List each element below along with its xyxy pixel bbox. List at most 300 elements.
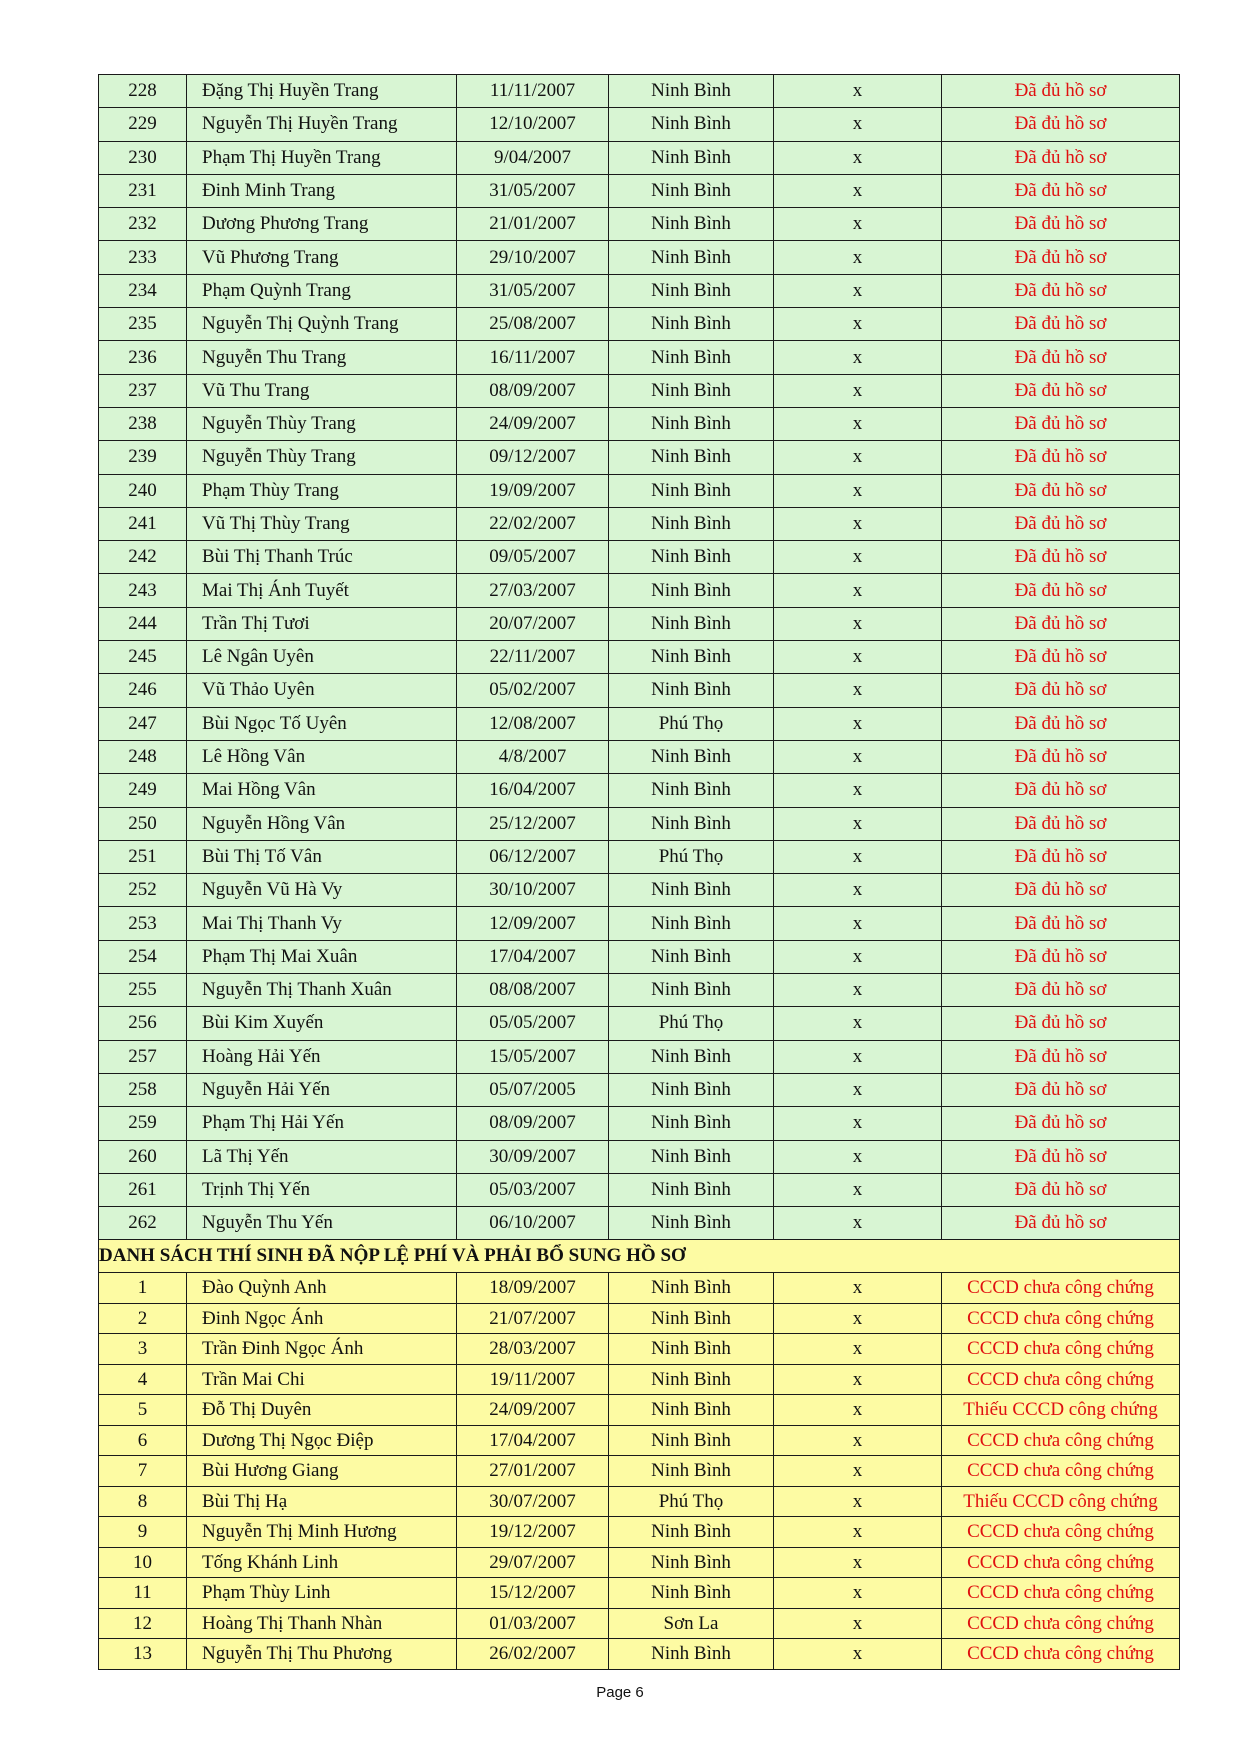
date-of-birth: 22/11/2007 [457, 641, 609, 674]
fee-paid-mark: x [774, 474, 942, 507]
status-note: Đã đủ hồ sơ [942, 1173, 1180, 1206]
row-number: 249 [99, 774, 187, 807]
fee-paid-mark: x [774, 174, 942, 207]
fee-paid-mark: x [774, 740, 942, 773]
date-of-birth: 15/05/2007 [457, 1040, 609, 1073]
date-of-birth: 05/02/2007 [457, 674, 609, 707]
fee-paid-mark: x [774, 541, 942, 574]
candidate-name: Nguyễn Thị Thanh Xuân [187, 974, 457, 1007]
candidate-name: Bùi Hương Giang [187, 1456, 457, 1487]
table-row [99, 641, 1180, 674]
row-number: 12 [99, 1608, 187, 1639]
candidate-name: Tống Khánh Linh [187, 1547, 457, 1578]
candidate-name: Phạm Thị Huyền Trang [187, 141, 457, 174]
status-note: Đã đủ hồ sơ [942, 740, 1180, 773]
fee-paid-mark: x [774, 1040, 942, 1073]
table-row [99, 407, 1180, 440]
fee-paid-mark: x [774, 1364, 942, 1395]
row-number: 257 [99, 1040, 187, 1073]
date-of-birth: 12/10/2007 [457, 108, 609, 141]
candidate-name: Đào Quỳnh Anh [187, 1273, 457, 1304]
province: Phú Thọ [609, 1486, 774, 1517]
row-number: 258 [99, 1073, 187, 1106]
candidate-name: Đinh Minh Trang [187, 174, 457, 207]
fee-paid-mark: x [774, 241, 942, 274]
table-row [99, 1140, 1180, 1173]
row-number: 255 [99, 974, 187, 1007]
fee-paid-mark: x [774, 374, 942, 407]
row-number: 234 [99, 274, 187, 307]
province: Ninh Bình [609, 1639, 774, 1670]
province: Phú Thọ [609, 840, 774, 873]
page-number: Page 6 [596, 1684, 644, 1701]
date-of-birth: 06/12/2007 [457, 840, 609, 873]
date-of-birth: 11/11/2007 [457, 75, 609, 108]
status-note: Đã đủ hồ sơ [942, 174, 1180, 207]
province: Ninh Bình [609, 1107, 774, 1140]
candidate-name: Đỗ Thị Duyên [187, 1395, 457, 1426]
candidate-name: Vũ Thu Trang [187, 374, 457, 407]
table-row [99, 1395, 1180, 1426]
province: Ninh Bình [609, 1040, 774, 1073]
status-note: Đã đủ hồ sơ [942, 407, 1180, 440]
candidate-name: Nguyễn Thùy Trang [187, 441, 457, 474]
candidate-name: Bùi Thị Hạ [187, 1486, 457, 1517]
candidate-name: Dương Phương Trang [187, 208, 457, 241]
table-row [99, 740, 1180, 773]
date-of-birth: 4/8/2007 [457, 740, 609, 773]
date-of-birth: 30/09/2007 [457, 1140, 609, 1173]
row-number: 3 [99, 1334, 187, 1365]
candidate-name: Bùi Thị Thanh Trúc [187, 541, 457, 574]
table-row [99, 75, 1180, 108]
row-number: 11 [99, 1578, 187, 1609]
table-row [99, 1456, 1180, 1487]
status-note: Đã đủ hồ sơ [942, 75, 1180, 108]
status-note: Đã đủ hồ sơ [942, 940, 1180, 973]
fee-paid-mark: x [774, 1425, 942, 1456]
date-of-birth: 08/09/2007 [457, 374, 609, 407]
date-of-birth: 22/02/2007 [457, 507, 609, 540]
date-of-birth: 25/08/2007 [457, 308, 609, 341]
fee-paid-mark: x [774, 208, 942, 241]
status-note: CCCD chưa công chứng [942, 1578, 1180, 1609]
row-number: 254 [99, 940, 187, 973]
status-note: Đã đủ hồ sơ [942, 507, 1180, 540]
status-note: Đã đủ hồ sơ [942, 707, 1180, 740]
fee-paid-mark: x [774, 274, 942, 307]
province: Ninh Bình [609, 1425, 774, 1456]
candidate-name: Phạm Thùy Trang [187, 474, 457, 507]
table-row [99, 1303, 1180, 1334]
status-note: Đã đủ hồ sơ [942, 840, 1180, 873]
table-row [99, 1207, 1180, 1240]
province: Phú Thọ [609, 707, 774, 740]
fee-paid-mark: x [774, 574, 942, 607]
candidate-table [98, 74, 1180, 1670]
province: Ninh Bình [609, 75, 774, 108]
candidate-name: Bùi Kim Xuyến [187, 1007, 457, 1040]
row-number: 244 [99, 607, 187, 640]
status-note: Đã đủ hồ sơ [942, 607, 1180, 640]
fee-paid-mark: x [774, 1486, 942, 1517]
status-note: CCCD chưa công chứng [942, 1425, 1180, 1456]
candidate-name: Lê Ngân Uyên [187, 641, 457, 674]
status-note: Đã đủ hồ sơ [942, 874, 1180, 907]
table-row [99, 441, 1180, 474]
table-row [99, 707, 1180, 740]
province: Ninh Bình [609, 274, 774, 307]
date-of-birth: 29/07/2007 [457, 1547, 609, 1578]
row-number: 246 [99, 674, 187, 707]
province: Ninh Bình [609, 1517, 774, 1548]
section-supplement-records [99, 1240, 1180, 1670]
status-note: CCCD chưa công chứng [942, 1517, 1180, 1548]
table-row [99, 274, 1180, 307]
fee-paid-mark: x [774, 907, 942, 940]
date-of-birth: 24/09/2007 [457, 407, 609, 440]
candidate-name: Nguyễn Thùy Trang [187, 407, 457, 440]
row-number: 262 [99, 1207, 187, 1240]
status-note: Đã đủ hồ sơ [942, 374, 1180, 407]
status-note: CCCD chưa công chứng [942, 1364, 1180, 1395]
fee-paid-mark: x [774, 1173, 942, 1206]
candidate-name: Mai Thị Ánh Tuyết [187, 574, 457, 607]
candidate-name: Nguyễn Hải Yến [187, 1073, 457, 1106]
row-number: 260 [99, 1140, 187, 1173]
table-row [99, 940, 1180, 973]
row-number: 237 [99, 374, 187, 407]
fee-paid-mark: x [774, 441, 942, 474]
status-note: CCCD chưa công chứng [942, 1608, 1180, 1639]
date-of-birth: 05/07/2005 [457, 1073, 609, 1106]
province: Ninh Bình [609, 907, 774, 940]
date-of-birth: 21/07/2007 [457, 1303, 609, 1334]
candidate-name: Hoàng Hải Yến [187, 1040, 457, 1073]
date-of-birth: 19/12/2007 [457, 1517, 609, 1548]
row-number: 231 [99, 174, 187, 207]
province: Ninh Bình [609, 441, 774, 474]
table-row [99, 541, 1180, 574]
candidate-name: Phạm Thị Hải Yến [187, 1107, 457, 1140]
candidate-name: Vũ Phương Trang [187, 241, 457, 274]
table-row [99, 1073, 1180, 1106]
row-number: 241 [99, 507, 187, 540]
province: Ninh Bình [609, 1364, 774, 1395]
table-row [99, 1007, 1180, 1040]
row-number: 245 [99, 641, 187, 674]
row-number: 250 [99, 807, 187, 840]
candidate-name: Phạm Thị Mai Xuân [187, 940, 457, 973]
fee-paid-mark: x [774, 1303, 942, 1334]
status-note: Đã đủ hồ sơ [942, 1007, 1180, 1040]
date-of-birth: 28/03/2007 [457, 1334, 609, 1365]
row-number: 9 [99, 1517, 187, 1548]
date-of-birth: 21/01/2007 [457, 208, 609, 241]
table-row [99, 208, 1180, 241]
table-row [99, 1486, 1180, 1517]
status-note: Đã đủ hồ sơ [942, 241, 1180, 274]
row-number: 1 [99, 1273, 187, 1304]
fee-paid-mark: x [774, 341, 942, 374]
section-complete-records [99, 75, 1180, 1240]
date-of-birth: 16/11/2007 [457, 341, 609, 374]
status-note: CCCD chưa công chứng [942, 1547, 1180, 1578]
fee-paid-mark: x [774, 108, 942, 141]
date-of-birth: 09/05/2007 [457, 541, 609, 574]
candidate-name: Vũ Thảo Uyên [187, 674, 457, 707]
candidate-name: Lê Hồng Vân [187, 740, 457, 773]
status-note: Đã đủ hồ sơ [942, 474, 1180, 507]
row-number: 251 [99, 840, 187, 873]
row-number: 247 [99, 707, 187, 740]
candidate-name: Đinh Ngọc Ánh [187, 1303, 457, 1334]
fee-paid-mark: x [774, 1273, 942, 1304]
table-row [99, 1425, 1180, 1456]
table-row [99, 507, 1180, 540]
row-number: 10 [99, 1547, 187, 1578]
date-of-birth: 17/04/2007 [457, 940, 609, 973]
table-row [99, 1547, 1180, 1578]
status-note: CCCD chưa công chứng [942, 1303, 1180, 1334]
status-note: CCCD chưa công chứng [942, 1334, 1180, 1365]
status-note: Đã đủ hồ sơ [942, 341, 1180, 374]
date-of-birth: 05/03/2007 [457, 1173, 609, 1206]
fee-paid-mark: x [774, 407, 942, 440]
table-row [99, 474, 1180, 507]
candidate-name: Trần Thị Tươi [187, 607, 457, 640]
table-row [99, 607, 1180, 640]
date-of-birth: 01/03/2007 [457, 1608, 609, 1639]
table-row [99, 840, 1180, 873]
table-row [99, 141, 1180, 174]
table-row [99, 674, 1180, 707]
row-number: 242 [99, 541, 187, 574]
table-row [99, 108, 1180, 141]
province: Ninh Bình [609, 541, 774, 574]
province: Ninh Bình [609, 407, 774, 440]
date-of-birth: 20/07/2007 [457, 607, 609, 640]
date-of-birth: 19/09/2007 [457, 474, 609, 507]
table-row [99, 1334, 1180, 1365]
fee-paid-mark: x [774, 1456, 942, 1487]
province: Ninh Bình [609, 940, 774, 973]
section-header-row [99, 1240, 1180, 1273]
status-note: Đã đủ hồ sơ [942, 1073, 1180, 1106]
status-note: Đã đủ hồ sơ [942, 308, 1180, 341]
fee-paid-mark: x [774, 1207, 942, 1240]
province: Ninh Bình [609, 807, 774, 840]
province: Ninh Bình [609, 1547, 774, 1578]
fee-paid-mark: x [774, 1107, 942, 1140]
candidate-name: Vũ Thị Thùy Trang [187, 507, 457, 540]
date-of-birth: 06/10/2007 [457, 1207, 609, 1240]
row-number: 243 [99, 574, 187, 607]
row-number: 239 [99, 441, 187, 474]
province: Ninh Bình [609, 874, 774, 907]
fee-paid-mark: x [774, 840, 942, 873]
candidate-name: Đặng Thị Huyền Trang [187, 75, 457, 108]
table-row [99, 1517, 1180, 1548]
province: Ninh Bình [609, 574, 774, 607]
candidate-name: Nguyễn Hồng Vân [187, 807, 457, 840]
fee-paid-mark: x [774, 940, 942, 973]
row-number: 13 [99, 1639, 187, 1670]
date-of-birth: 31/05/2007 [457, 174, 609, 207]
row-number: 228 [99, 75, 187, 108]
candidate-name: Nguyễn Thu Trang [187, 341, 457, 374]
fee-paid-mark: x [774, 308, 942, 341]
row-number: 4 [99, 1364, 187, 1395]
status-note: Đã đủ hồ sơ [942, 574, 1180, 607]
row-number: 232 [99, 208, 187, 241]
row-number: 235 [99, 308, 187, 341]
candidate-name: Lã Thị Yến [187, 1140, 457, 1173]
province: Ninh Bình [609, 1395, 774, 1426]
candidate-name: Phạm Quỳnh Trang [187, 274, 457, 307]
row-number: 6 [99, 1425, 187, 1456]
date-of-birth: 25/12/2007 [457, 807, 609, 840]
row-number: 256 [99, 1007, 187, 1040]
date-of-birth: 19/11/2007 [457, 1364, 609, 1395]
province: Ninh Bình [609, 108, 774, 141]
candidate-name: Mai Thị Thanh Vy [187, 907, 457, 940]
table-row [99, 874, 1180, 907]
province: Ninh Bình [609, 641, 774, 674]
row-number: 5 [99, 1395, 187, 1426]
row-number: 229 [99, 108, 187, 141]
candidate-name: Bùi Thị Tố Vân [187, 840, 457, 873]
candidate-name: Nguyễn Thị Quỳnh Trang [187, 308, 457, 341]
fee-paid-mark: x [774, 1608, 942, 1639]
status-note: Đã đủ hồ sơ [942, 974, 1180, 1007]
table-row [99, 807, 1180, 840]
table-row [99, 1173, 1180, 1206]
date-of-birth: 05/05/2007 [457, 1007, 609, 1040]
province: Sơn La [609, 1608, 774, 1639]
status-note: Đã đủ hồ sơ [942, 274, 1180, 307]
province: Ninh Bình [609, 208, 774, 241]
table-row [99, 974, 1180, 1007]
fee-paid-mark: x [774, 774, 942, 807]
date-of-birth: 16/04/2007 [457, 774, 609, 807]
candidate-name: Trần Mai Chi [187, 1364, 457, 1395]
table-row [99, 1273, 1180, 1304]
province: Ninh Bình [609, 1173, 774, 1206]
fee-paid-mark: x [774, 607, 942, 640]
province: Ninh Bình [609, 1303, 774, 1334]
province: Ninh Bình [609, 308, 774, 341]
fee-paid-mark: x [774, 1007, 942, 1040]
status-note: CCCD chưa công chứng [942, 1273, 1180, 1304]
candidate-name: Nguyễn Thị Minh Hương [187, 1517, 457, 1548]
province: Ninh Bình [609, 607, 774, 640]
candidate-name: Dương Thị Ngọc Điệp [187, 1425, 457, 1456]
date-of-birth: 30/10/2007 [457, 874, 609, 907]
province: Ninh Bình [609, 474, 774, 507]
row-number: 236 [99, 341, 187, 374]
fee-paid-mark: x [774, 807, 942, 840]
fee-paid-mark: x [774, 1334, 942, 1365]
province: Ninh Bình [609, 341, 774, 374]
province: Ninh Bình [609, 1140, 774, 1173]
province: Ninh Bình [609, 507, 774, 540]
status-note: Đã đủ hồ sơ [942, 1040, 1180, 1073]
fee-paid-mark: x [774, 674, 942, 707]
fee-paid-mark: x [774, 1140, 942, 1173]
province: Ninh Bình [609, 141, 774, 174]
status-note: Đã đủ hồ sơ [942, 774, 1180, 807]
candidate-name: Phạm Thùy Linh [187, 1578, 457, 1609]
table-row [99, 374, 1180, 407]
table-row [99, 774, 1180, 807]
date-of-birth: 26/02/2007 [457, 1639, 609, 1670]
table-row [99, 341, 1180, 374]
date-of-birth: 27/03/2007 [457, 574, 609, 607]
province: Ninh Bình [609, 1456, 774, 1487]
province: Ninh Bình [609, 241, 774, 274]
section-header-title: DANH SÁCH THÍ SINH ĐÃ NỘP LỆ PHÍ VÀ PHẢI BỔ SUNG HỒ SƠ [99, 1240, 1180, 1273]
candidate-name: Nguyễn Thị Huyền Trang [187, 108, 457, 141]
status-note: Đã đủ hồ sơ [942, 1140, 1180, 1173]
row-number: 2 [99, 1303, 187, 1334]
table-row [99, 907, 1180, 940]
date-of-birth: 27/01/2007 [457, 1456, 609, 1487]
row-number: 238 [99, 407, 187, 440]
row-number: 252 [99, 874, 187, 907]
status-note: Đã đủ hồ sơ [942, 441, 1180, 474]
date-of-birth: 17/04/2007 [457, 1425, 609, 1456]
date-of-birth: 08/08/2007 [457, 974, 609, 1007]
fee-paid-mark: x [774, 874, 942, 907]
status-note: Đã đủ hồ sơ [942, 1107, 1180, 1140]
status-note: Đã đủ hồ sơ [942, 541, 1180, 574]
province: Ninh Bình [609, 1207, 774, 1240]
table-row [99, 1040, 1180, 1073]
fee-paid-mark: x [774, 141, 942, 174]
fee-paid-mark: x [774, 75, 942, 108]
province: Ninh Bình [609, 740, 774, 773]
date-of-birth: 15/12/2007 [457, 1578, 609, 1609]
candidate-name: Nguyễn Thu Yến [187, 1207, 457, 1240]
status-note: Thiếu CCCD công chứng [942, 1486, 1180, 1517]
row-number: 7 [99, 1456, 187, 1487]
row-number: 230 [99, 141, 187, 174]
date-of-birth: 09/12/2007 [457, 441, 609, 474]
fee-paid-mark: x [774, 707, 942, 740]
table-row [99, 241, 1180, 274]
row-number: 259 [99, 1107, 187, 1140]
province: Ninh Bình [609, 1073, 774, 1106]
fee-paid-mark: x [774, 1073, 942, 1106]
status-note: Thiếu CCCD công chứng [942, 1395, 1180, 1426]
status-note: Đã đủ hồ sơ [942, 208, 1180, 241]
fee-paid-mark: x [774, 974, 942, 1007]
status-note: CCCD chưa công chứng [942, 1456, 1180, 1487]
fee-paid-mark: x [774, 1547, 942, 1578]
fee-paid-mark: x [774, 1639, 942, 1670]
status-note: Đã đủ hồ sơ [942, 108, 1180, 141]
date-of-birth: 12/09/2007 [457, 907, 609, 940]
date-of-birth: 08/09/2007 [457, 1107, 609, 1140]
candidate-name: Nguyễn Thị Thu Phương [187, 1639, 457, 1670]
status-note: Đã đủ hồ sơ [942, 141, 1180, 174]
date-of-birth: 30/07/2007 [457, 1486, 609, 1517]
province: Ninh Bình [609, 674, 774, 707]
table-row [99, 1107, 1180, 1140]
candidate-name: Mai Hồng Vân [187, 774, 457, 807]
row-number: 240 [99, 474, 187, 507]
